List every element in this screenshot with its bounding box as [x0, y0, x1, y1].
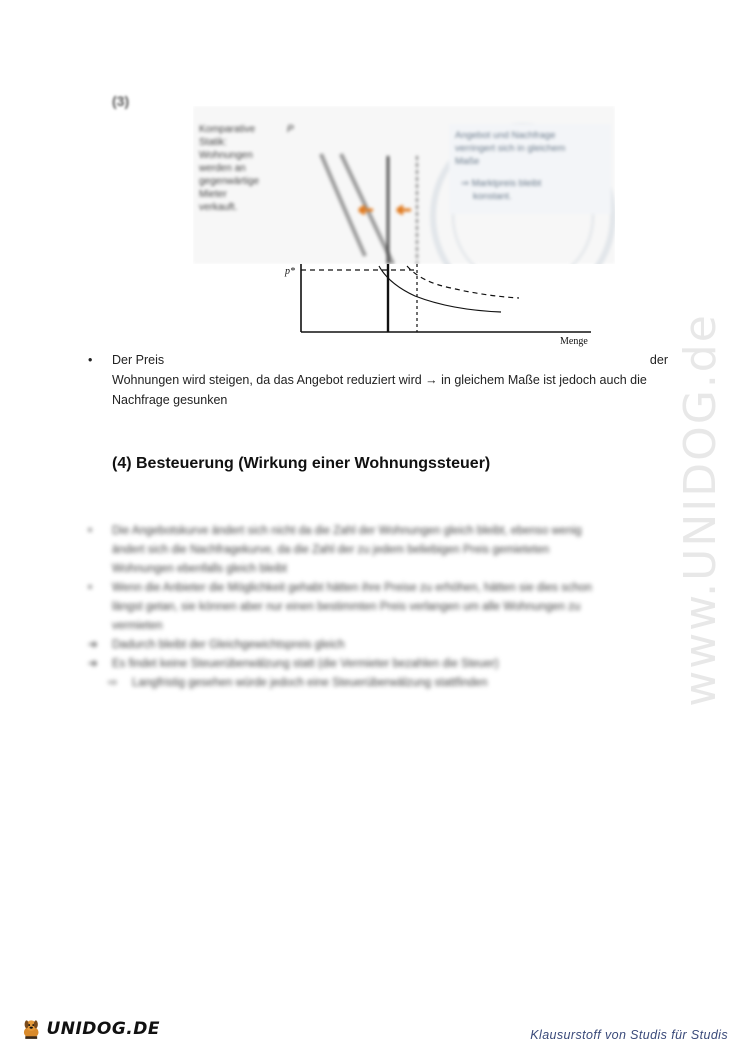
arrow-right-icon: ➔ — [88, 639, 98, 651]
figure-left-text-7: verkauft. — [199, 202, 238, 213]
arrow-right-icon: ➔ — [88, 658, 98, 670]
site-watermark: www.UNIDOG.de — [674, 313, 726, 707]
bullet-dot-icon: • — [88, 353, 93, 367]
figure-left-text-5: gegenwärtige — [199, 176, 260, 187]
y-axis-label: P — [287, 124, 294, 135]
section-heading: (4) Besteuerung (Wirkung einer Wohnungssteuer) — [112, 455, 491, 472]
figure-right-text-4: ⇒ Marktpreis bleibt — [461, 178, 542, 189]
blurred-b1-line3: Wohnungen ebenfalls gleich bleibt — [112, 563, 287, 575]
blurred-arrow-1 — [88, 636, 668, 655]
blurred-b2-line2: längst getan, sie können aber nur einen bestimmten Preis verlangen um alle Wohnungen zu — [112, 601, 581, 613]
figure-right-text-1: Angebot und Nachfrage — [455, 130, 556, 141]
blurred-a2: Es findet keine Steuerüberwälzung statt (die Vermieter bezahlen die Steuer) — [112, 658, 499, 670]
figure-right-text-2: verringert sich in gleichem — [455, 143, 566, 154]
logo-text: UNIDOG.DE — [46, 1019, 160, 1039]
footer-slogan: Klausurstoff von Studis für Studis — [530, 1028, 728, 1042]
figure-left-text-1: Komparative — [199, 124, 256, 135]
bullet-price-paragraph — [88, 350, 668, 410]
bullet-dot-icon: • — [88, 525, 93, 537]
figure-left-text-4: werden an — [199, 163, 246, 174]
blurred-arrow-2 — [88, 655, 668, 674]
blurred-arrow-3 — [88, 674, 668, 693]
blurred-b2-line1: Wenn die Anbieter die Möglichkeit gehabt hätten ihre Preise zu erhöhen, hätten sie dies schon — [112, 582, 592, 594]
blurred-bullet-2 — [88, 579, 668, 636]
bullet-dot-icon: • — [88, 582, 93, 594]
bullet-line2: Wohnungen wird steigen, da das Angebot reduziert wird → in gleichem Maße ist jedoch auch die — [112, 373, 647, 387]
blurred-b2-line3: vermieten — [112, 620, 163, 632]
figure-right-text-5: konstant. — [473, 191, 512, 202]
bullet-line3: Nachfrage gesunken — [112, 393, 228, 407]
bullet-line1-end: der — [649, 353, 668, 367]
figure-svg — [193, 106, 615, 348]
blurred-content — [88, 522, 668, 693]
p-star-label: p* — [285, 266, 295, 277]
bullet-row — [88, 350, 668, 410]
dog-mascot-icon — [20, 1012, 42, 1046]
x-axis-label: Menge — [560, 336, 588, 347]
double-arrow-icon: ⇨ — [108, 677, 118, 689]
blurred-b1-line2: ändert sich die Nachfragekurve, da die Zahl der zu jedem beliebigen Preis gemieteten — [112, 544, 550, 556]
figure-left-text-6: Mieter — [199, 189, 227, 200]
blurred-a1: Dadurch bleibt der Gleichgewichtspreis gleich — [112, 639, 345, 651]
blurred-b1-line1: Die Angebotskurve ändert sich nicht da die Zahl der Wohnungen gleich bleibt, ebenso wenig — [112, 525, 582, 537]
figure-left-text-3: Wohnungen — [199, 150, 253, 161]
figure-right-text-3: Maße — [455, 156, 480, 167]
blurred-a3: Langfristig gesehen würde jedoch eine Steuerüberwälzung stattfinden — [132, 677, 488, 689]
figure-sharp-region — [193, 264, 615, 348]
figure-left-text-2: Statik: — [199, 137, 227, 148]
section-label: (3) — [112, 93, 130, 109]
bullet-line1-start: Der Preis — [112, 353, 165, 367]
comparative-statics-figure — [193, 106, 615, 348]
blurred-bullet-1 — [88, 522, 668, 579]
footer-logo[interactable] — [20, 1010, 160, 1048]
